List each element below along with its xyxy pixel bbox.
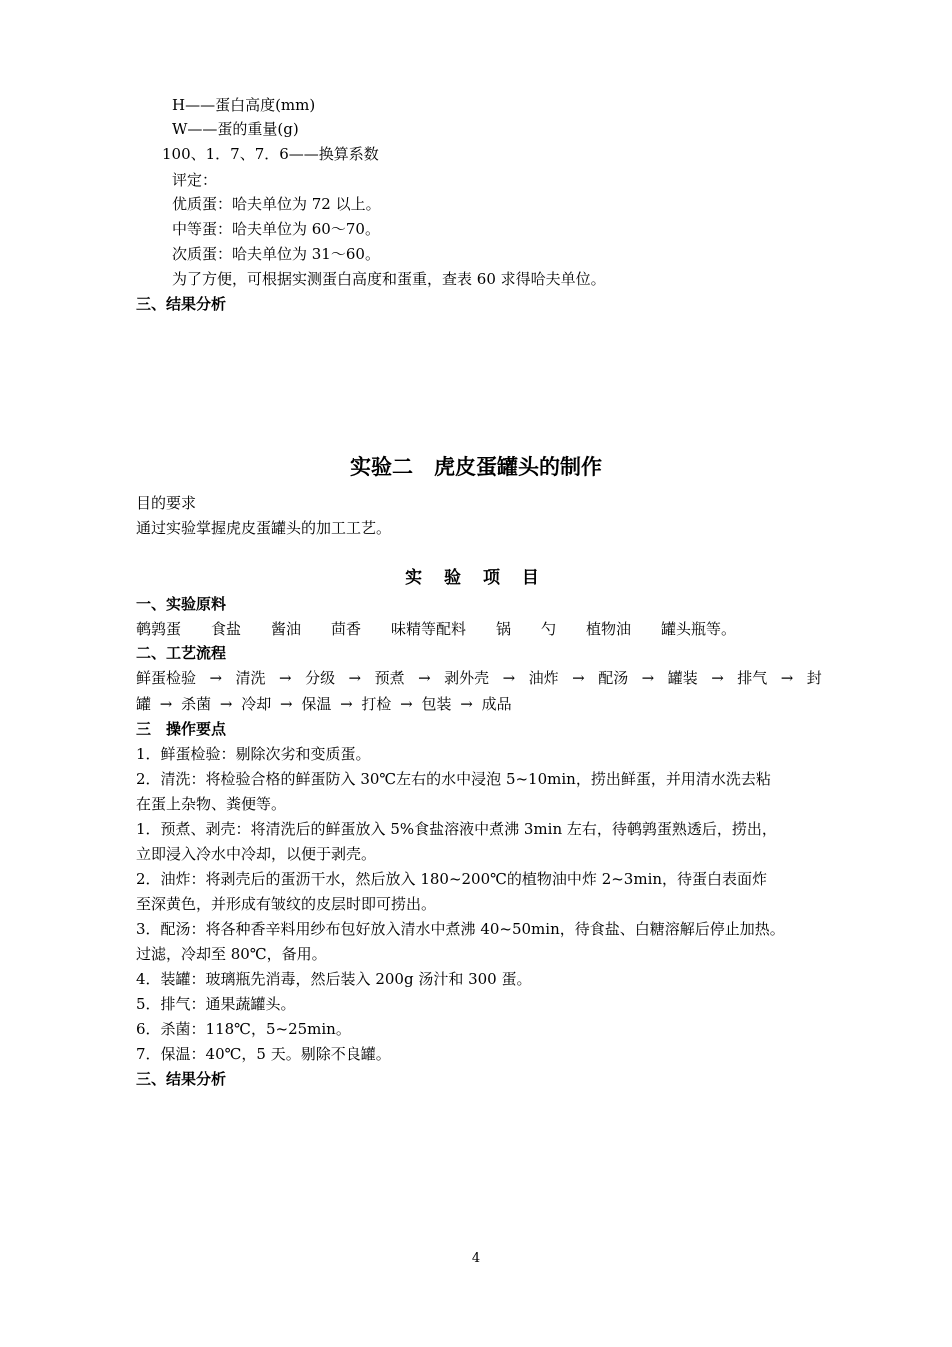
process-heading: 二、工艺流程 — [136, 644, 227, 662]
point-soup-cont: 过滤，冷却至 80℃，备用。 — [136, 945, 327, 963]
flow-arrow: → — [711, 669, 724, 687]
page-number: 4 — [471, 1251, 481, 1266]
purpose-text: 通过实验掌握虎皮蛋罐头的加工工艺。 — [136, 519, 392, 537]
grade-inferior: 次质蛋：哈夫单位为 31～60。 — [172, 245, 380, 263]
formula-coefficients: 100、1．7、7．6——换算系数 — [162, 145, 379, 163]
flow-arrow: → — [348, 669, 362, 687]
point-exhaust: 5．排气：通果蔬罐头。 — [136, 995, 296, 1013]
point-washing: 2．清洗：将检验合格的鲜蛋防入 30℃左右的水中浸泡 5~10min，捞出鲜蛋，并用清水洗去粘 — [136, 770, 771, 788]
process-flow-row-2: 罐 → 杀菌 → 冷却 → 保温 → 打检 → 包装 → 成品 — [136, 695, 512, 713]
grade-medium: 中等蛋：哈夫单位为 60～70。 — [172, 220, 380, 238]
grade-excellent: 优质蛋：哈夫单位为 72 以上。 — [172, 195, 381, 213]
flow-step: 配汤 — [598, 669, 629, 687]
flow-step: 分级 — [305, 669, 336, 687]
point-canning: 4．装罐：玻璃瓶先消毒，然后装入 200g 汤汁和 300 蛋。 — [136, 970, 532, 988]
formula-var-w: W——蛋的重量(g) — [172, 120, 299, 138]
flow-arrow: → — [209, 669, 223, 687]
point-sterilize: 6．杀菌：118℃，5~25min。 — [136, 1020, 351, 1038]
convenience-note: 为了方便，可根据实测蛋白高度和蛋重，查表 60 求得哈夫单位。 — [172, 270, 606, 288]
experiment-title: 实验二 虎皮蛋罐头的制作 — [350, 454, 602, 479]
flow-step: 油炸 — [528, 669, 559, 687]
point-incubate: 7．保温：40℃，5 天。剔除不良罐。 — [136, 1045, 391, 1063]
flow-step: 鲜蛋检验 — [136, 669, 197, 687]
flow-arrow: → — [418, 669, 431, 687]
formula-var-h: H——蛋白高度(mm) — [172, 96, 316, 114]
materials-heading: 一、实验原料 — [136, 595, 227, 613]
flow-arrow: → — [572, 669, 585, 687]
point-frying: 2．油炸：将剥壳后的蛋沥干水，然后放入 180~200℃的植物油中炸 2~3min，待蛋白表面炸 — [136, 870, 768, 888]
flow-step: 罐装 — [667, 669, 698, 687]
key-points-heading: 三 操作要点 — [136, 720, 227, 738]
flow-step: 预煮 — [374, 669, 405, 687]
purpose-heading: 目的要求 — [136, 494, 197, 512]
result-analysis-heading-1: 三、结果分析 — [136, 295, 227, 313]
point-frying-cont: 至深黄色，并形成有皱纹的皮层时即可捞出。 — [136, 895, 437, 913]
point-soup: 3．配汤：将各种香辛料用纱布包好放入清水中煮沸 40~50min，待食盐、白糖溶解后停止加热。 — [136, 920, 785, 938]
project-heading: 实 验 项 目 — [405, 568, 547, 588]
flow-arrow: → — [502, 669, 516, 687]
result-analysis-heading-2: 三、结果分析 — [136, 1070, 227, 1088]
point-washing-cont: 在蛋上杂物、粪便等。 — [136, 795, 287, 813]
flow-arrow: → — [279, 669, 292, 687]
flow-step: 封 — [806, 669, 822, 687]
materials-text: 鹌鹑蛋 食盐 酱油 茴香 味精等配料 锅 勺 植物油 罐头瓶等。 — [136, 620, 737, 638]
flow-step: 剥外壳 — [444, 669, 490, 687]
flow-arrow: → — [641, 669, 655, 687]
point-egg-inspection: 1．鲜蛋检验：剔除次劣和变质蛋。 — [136, 745, 371, 763]
point-precook: 1．预煮、剥壳：将清洗后的鲜蛋放入 5%食盐溶液中煮沸 3min 左右，待鹌鹑蛋熟透后，捞出， — [136, 820, 777, 838]
process-flow-row-1 — [136, 668, 822, 688]
evaluation-label: 评定： — [172, 171, 218, 189]
flow-step: 排气 — [737, 669, 768, 687]
flow-step: 清洗 — [235, 669, 266, 687]
flow-arrow: → — [780, 669, 794, 687]
point-precook-cont: 立即浸入冷水中冷却，以便于剥壳。 — [136, 845, 377, 863]
